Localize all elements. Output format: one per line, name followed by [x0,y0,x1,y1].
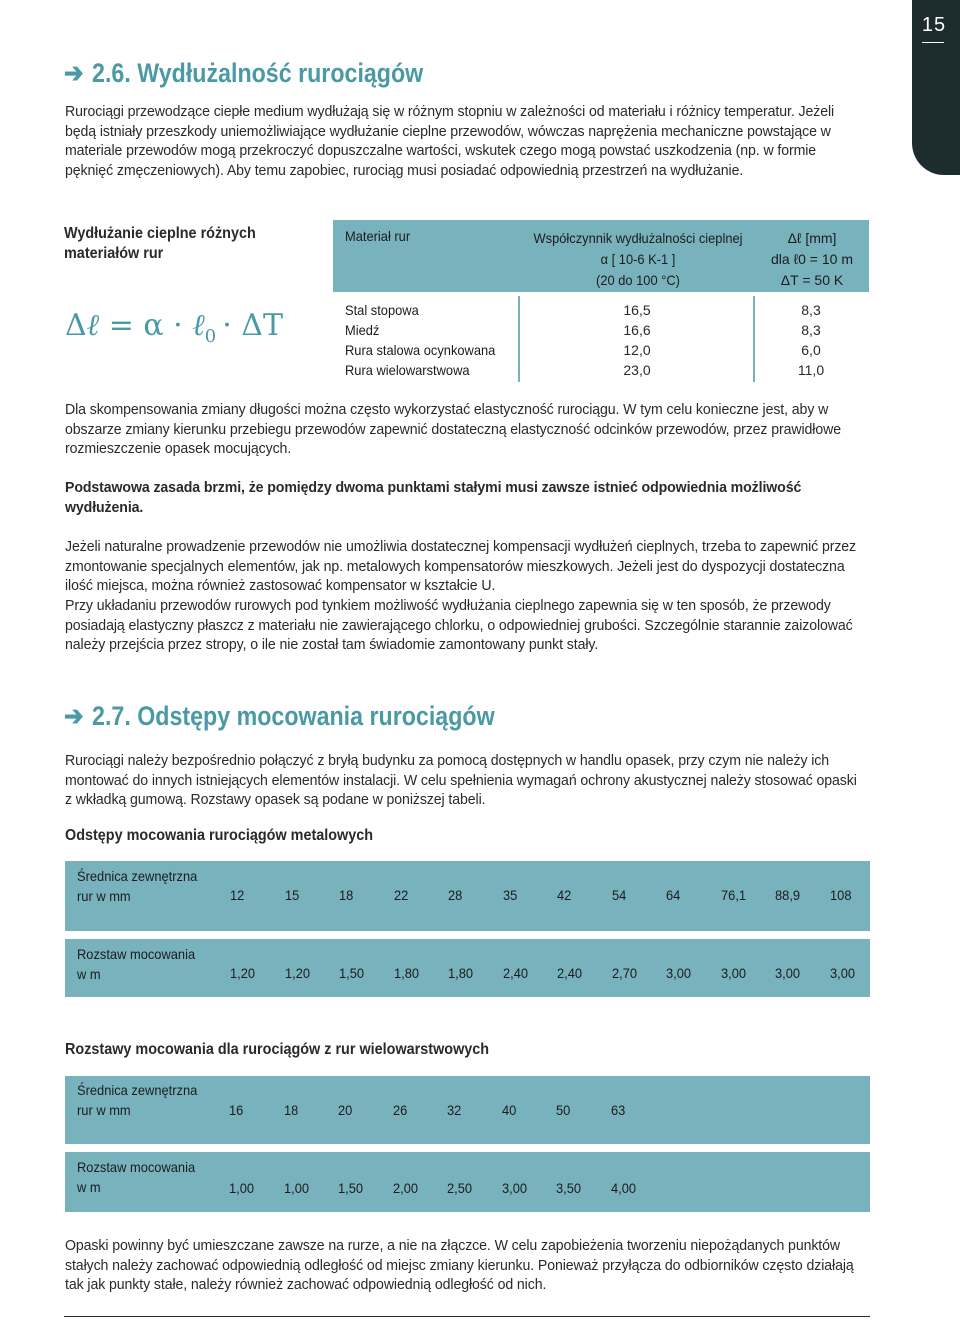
header-material: Materiał rur [345,228,411,244]
spacing-cell: 1,00 [229,1180,255,1196]
closing-paragraph: Opaski powinny być umieszczane zawsze na rurze, a nie na złączce. W celu zapobieżenia tworzeniu niepożądanych punktów stałych należy zachować odpowiednią odległość od miejsc zmiany kierunku. Ponieważ przyłącza do odbiorników często działają tak jak punkty stałe, należy również zachować odpowiednią odległość od nich. [65,1237,854,1294]
formula-l: ℓ [86,308,100,343]
header-delta-l [756,228,868,291]
diameter-cell: 76,1 [720,887,746,903]
diameter-cell: 22 [393,887,408,903]
delta-l-cell: 11,0 [797,362,825,378]
diameter-cell: 20 [338,1102,353,1118]
section-heading-text: 2.7. Odstępy mocowania rurociągów [92,701,495,731]
label-line: rur w mm [77,888,131,904]
spacing-cell: 1,80 [393,965,419,981]
spacing-cell: 4,00 [610,1180,636,1196]
spacing-cell: 3,00 [501,1180,527,1196]
bottom-rule [64,1316,870,1317]
multilayer-table-title: Rozstawy mocowania dla rurociągów z rur wielowarstwowych [65,1041,490,1058]
formula-subscript-0: 0 [204,326,217,347]
delta-l-cell: 6,0 [801,342,821,358]
section-heading-text: 2.6. Wydłużalność rurociągów [92,58,424,88]
spacing-cell: 3,00 [775,965,801,981]
spacing-cell: 3,00 [666,965,692,981]
arrow-right-icon: ➔ [64,58,84,88]
diameter-cell: 16 [229,1102,244,1118]
diameter-cell: 50 [556,1102,571,1118]
header-coefficient-line1: Współczynnik wydłużalności cieplnej [533,230,743,246]
diameter-cell: 12 [230,887,245,903]
spacing-cell: 1,50 [338,1180,364,1196]
diameter-cell: 88,9 [775,887,801,903]
material-cell: Rura stalowa ocynkowana [345,342,496,358]
diameter-cell: 18 [339,887,354,903]
header-delta-l-line1: Δℓ [mm] [787,230,837,246]
table-row [345,342,865,362]
diameter-cell: 35 [502,887,517,903]
section-heading-2-7 [64,701,495,732]
spacing-cell: 3,50 [556,1180,582,1196]
formula-l0: ℓ [192,308,205,343]
basic-rule-paragraph: Podstawowa zasada brzmi, że pomiędzy dwoma punktami stałymi musi zawsze istnieć odpowiednia możliwość wydłużenia. [65,479,802,516]
coefficient-cell: 23,0 [623,362,651,378]
material-cell: Rura wielowarstwowa [345,362,470,378]
multilayer-diameter-label [77,1080,197,1120]
table-row [345,302,865,322]
spacing-cell: 1,20 [230,965,256,981]
delta-l-cell: 8,3 [801,322,821,338]
diameter-cell: 108 [829,887,851,903]
formula-delta: Δ [65,308,87,343]
spacing-cell: 2,50 [447,1180,473,1196]
metal-diameter-label [77,866,197,906]
spacing-cell: 1,20 [284,965,310,981]
label-line: rur w mm [77,1102,131,1118]
diameter-cell: 42 [557,887,572,903]
diameter-cell: 54 [611,887,626,903]
multilayer-spacing-label [77,1157,195,1197]
label-line: w m [77,966,101,982]
diameter-cell: 32 [447,1102,462,1118]
delta-l-cell: 8,3 [801,302,821,318]
header-delta-l-line3: ΔT = 50 K [780,272,844,288]
thermal-expansion-title-line1: Wydłużanie cieplne różnych [64,225,256,242]
page-number-underline [922,42,944,43]
diameter-cell: 64 [666,887,681,903]
diameter-cell: 28 [448,887,463,903]
header-coefficient [520,228,756,291]
diameter-cell: 15 [284,887,299,903]
page-number: 15 [921,14,947,36]
spacing-cell: 2,70 [611,965,637,981]
diameter-cell: 26 [392,1102,407,1118]
table-row [345,362,865,382]
spacing-cell: 1,00 [283,1180,309,1196]
metal-spacing-label [77,944,195,984]
spacing-cell: 3,00 [720,965,746,981]
table-row [345,322,865,342]
compensator-paragraph: Jeżeli naturalne prowadzenie przewodów nie umożliwia dostatecznej kompensacji wydłużeń cieplnych, trzeba to zapewnić przez zmontowanie specjalnych elementów, jak np. metalowych kompensatorów mieszkowych. Jeżeli jest do dyspozycji dostateczna ilość miejsca, można również zastosować kompensator w kształcie U. [65,538,857,595]
label-line: Rozstaw mocowania [77,946,196,962]
formula-equals-alpha: = α · [99,308,193,343]
spacing-cell: 2,00 [392,1180,418,1196]
label-line: Średnica zewnętrzna [77,868,198,884]
coefficient-cell: 16,6 [623,322,651,338]
section-intro-paragraph: Rurociągi przewodzące ciepłe medium wydłużają się w różnym stopniu w zależności od materiału i różnicy temperatur. Jeżeli będą istniały przeszkody uniemożliwiające wydłużanie cieplne przewodów, wówczas naprężenia mechaniczne powstające w materiale przewodów mogą przekroczyć dopuszczalne wartości, wskutek czego mogą powstać uszkodzenia (np. w formie pęknięć zmęczeniowych). Aby temu zapobiec, rurociąg musi posiadać odpowiednią przestrzeń na wydłużanie. [65,103,835,179]
header-delta-l-line2: dla ℓ0 = 10 m [771,251,853,267]
coefficient-cell: 16,5 [623,302,651,318]
section-heading-2-6 [64,58,423,89]
thermal-expansion-title-line2: materiałów rur [64,245,164,262]
label-line: w m [77,1179,101,1195]
thermal-expansion-title [64,224,256,264]
coefficient-cell: 12,0 [623,342,651,358]
material-cell: Stal stopowa [345,302,419,318]
concealed-installation-paragraph: Przy układaniu przewodów rurowych pod tynkiem możliwość wydłużania cieplnego zapewnia się w ten sposób, że przewody posiadają elastyczny płaszcz z materiału nie zawierającego chlorku, o odpowiedniej grubości. Szczególnie starannie zaizolować należy przejścia przez stropy, o ile nie został tam świadomie zamontowany punkt stały. [65,597,853,654]
header-coefficient-line2: α [ 10-6 K-1 ] [600,251,676,267]
spacing-cell: 3,00 [829,965,855,981]
section-2-intro-paragraph: Rurociągi należy bezpośrednio połączyć z bryłą budynku za pomocą dostępnych w handlu opasek, przy czym nie należy ich montować do innych istniejących elementów instalacji. W celu spełnienia wymagań ochrony akustycznej należy stosować opaski z wkładką gumową. Rozstawy opasek są podane w poniższej tabeli. [65,752,857,809]
spacing-cell: 1,50 [339,965,365,981]
header-coefficient-line3: (20 do 100 °C) [596,272,680,288]
label-line: Rozstaw mocowania [77,1159,196,1175]
spacing-cell: 2,40 [502,965,528,981]
diameter-cell: 18 [283,1102,298,1118]
expansion-formula [65,308,283,347]
spacing-cell: 2,40 [557,965,583,981]
diameter-cell: 40 [501,1102,516,1118]
arrow-right-icon: ➔ [64,701,84,731]
diameter-cell: 63 [610,1102,625,1118]
metal-table-title: Odstępy mocowania rurociągów metalowych [65,827,374,844]
formula-delta-t: · ΔT [222,308,283,343]
label-line: Średnica zewnętrzna [77,1082,198,1098]
spacing-cell: 1,80 [448,965,474,981]
material-cell: Miedź [345,322,380,338]
compensation-paragraph: Dla skompensowania zmiany długości można często wykorzystać elastyczność rurociągu. W tym celu konieczne jest, aby w obszarze zmiany kierunku przebiegu przewodów zapewnić dostateczną elastyczność odcinków przewodów, przez prawidłowe rozmieszczenie opasek mocujących. [65,401,841,458]
page-number-tab [912,0,960,175]
